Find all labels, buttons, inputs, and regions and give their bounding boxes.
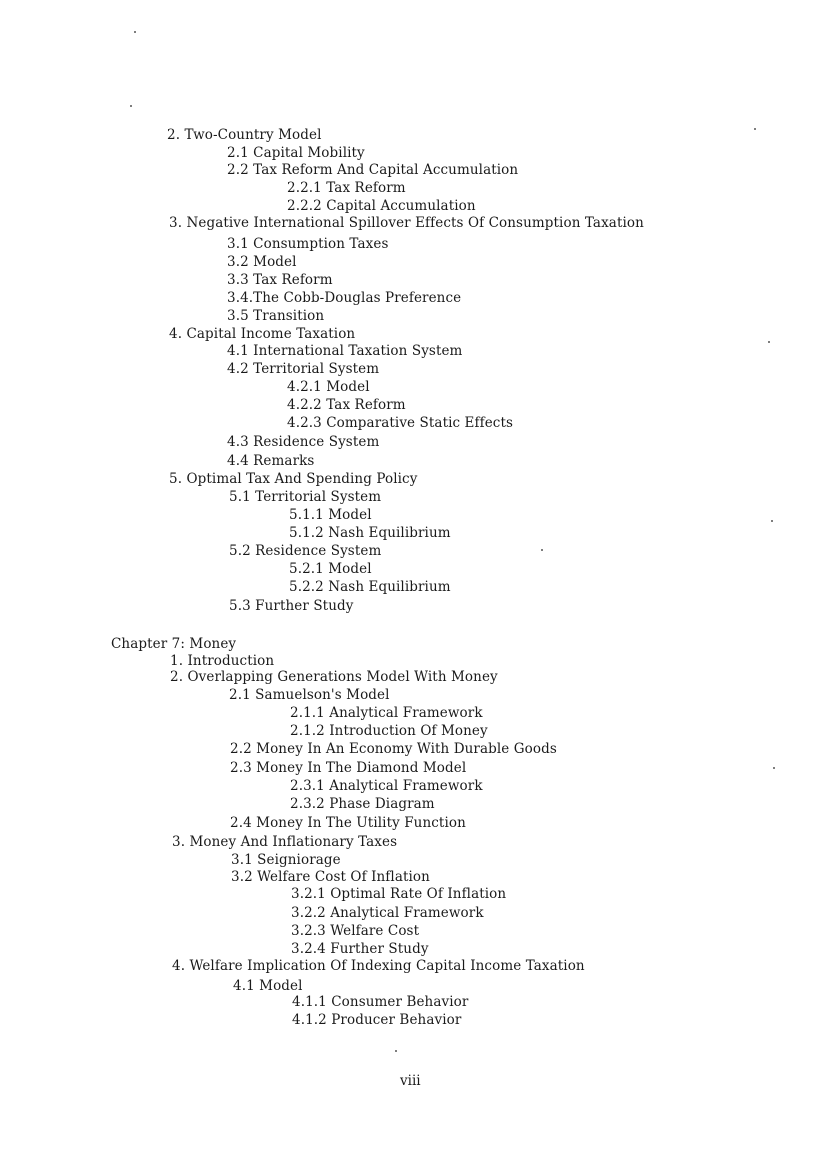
toc-entry: 5.1.2 Nash Equilibrium	[289, 525, 451, 541]
toc-entry: 2.2.2 Capital Accumulation	[287, 198, 476, 214]
toc-entry: 2. Two-Country Model	[167, 127, 322, 143]
toc-entry: 2.2 Tax Reform And Capital Accumulation	[227, 162, 519, 178]
toc-entry: 2.1.1 Analytical Framework	[290, 705, 483, 721]
toc-entry: 2.1 Samuelson's Model	[229, 687, 390, 703]
toc-entry: 3.2.2 Analytical Framework	[291, 905, 484, 921]
toc-entry: 4.2.3 Comparative Static Effects	[287, 415, 514, 431]
toc-entry: 4.1.1 Consumer Behavior	[292, 994, 469, 1010]
toc-entry: 3.2 Welfare Cost Of Inflation	[231, 869, 430, 885]
toc-entry: 3.2.4 Further Study	[291, 941, 429, 957]
toc-entry: 2.1 Capital Mobility	[227, 145, 365, 161]
toc-entry: 3.5 Transition	[227, 308, 325, 324]
scan-speck	[134, 31, 136, 33]
toc-entry: 2.1.2 Introduction Of Money	[290, 723, 488, 739]
page-number: viii	[400, 1073, 421, 1089]
toc-entry: 3.1 Seigniorage	[231, 852, 341, 868]
toc-entry: 3.2 Model	[227, 254, 297, 270]
toc-entry: 5.1 Territorial System	[229, 489, 382, 505]
toc-entry: 4. Capital Income Taxation	[169, 326, 356, 342]
toc-entry: 3.2.1 Optimal Rate Of Inflation	[291, 886, 507, 902]
toc-entry: 2.4 Money In The Utility Function	[230, 815, 466, 831]
toc-entry: 3. Money And Inflationary Taxes	[172, 834, 398, 850]
toc-entry: 4.4 Remarks	[227, 453, 315, 469]
toc-entry: 2.2 Money In An Economy With Durable Goods	[230, 741, 557, 757]
toc-entry: 4.3 Residence System	[227, 434, 380, 450]
scan-speck	[754, 128, 756, 130]
toc-entry: 5. Optimal Tax And Spending Policy	[169, 471, 418, 487]
toc-entry: 4.1.2 Producer Behavior	[292, 1012, 462, 1028]
scan-speck	[768, 341, 770, 343]
toc-entry: 4.1 International Taxation System	[227, 343, 463, 359]
toc-entry: 5.2 Residence System	[229, 543, 382, 559]
toc-entry: 5.2.1 Model	[289, 561, 372, 577]
toc-entry: 2.3 Money In The Diamond Model	[230, 760, 467, 776]
toc-entry: 2.3.2 Phase Diagram	[290, 796, 435, 812]
toc-entry: 5.2.2 Nash Equilibrium	[289, 579, 451, 595]
scan-speck	[130, 105, 132, 107]
toc-entry: 3.1 Consumption Taxes	[227, 236, 389, 252]
toc-entry: 3. Negative International Spillover Effects Of Consumption Taxation	[169, 215, 644, 231]
scan-speck	[541, 549, 543, 551]
toc-entry: 2.2.1 Tax Reform	[287, 180, 406, 196]
toc-entry: 5.3 Further Study	[229, 598, 354, 614]
toc-entry: 5.1.1 Model	[289, 507, 372, 523]
scan-speck	[773, 767, 775, 769]
toc-entry: 4.1 Model	[233, 978, 303, 994]
toc-entry: 1. Introduction	[170, 653, 275, 669]
toc-entry: 3.4.The Cobb-Douglas Preference	[227, 290, 462, 306]
toc-entry: 4.2.2 Tax Reform	[287, 397, 406, 413]
toc-entry: 2. Overlapping Generations Model With Money	[170, 669, 498, 685]
scan-speck	[395, 1050, 397, 1052]
toc-entry: 4. Welfare Implication Of Indexing Capital Income Taxation	[172, 958, 585, 974]
toc-entry: 4.2.1 Model	[287, 379, 370, 395]
toc-entry: 3.3 Tax Reform	[227, 272, 333, 288]
toc-entry: 3.2.3 Welfare Cost	[291, 923, 420, 939]
scan-speck	[771, 520, 773, 522]
toc-entry: 4.2 Territorial System	[227, 361, 380, 377]
toc-entry: 2.3.1 Analytical Framework	[290, 778, 483, 794]
chapter-heading: Chapter 7: Money	[111, 636, 237, 652]
